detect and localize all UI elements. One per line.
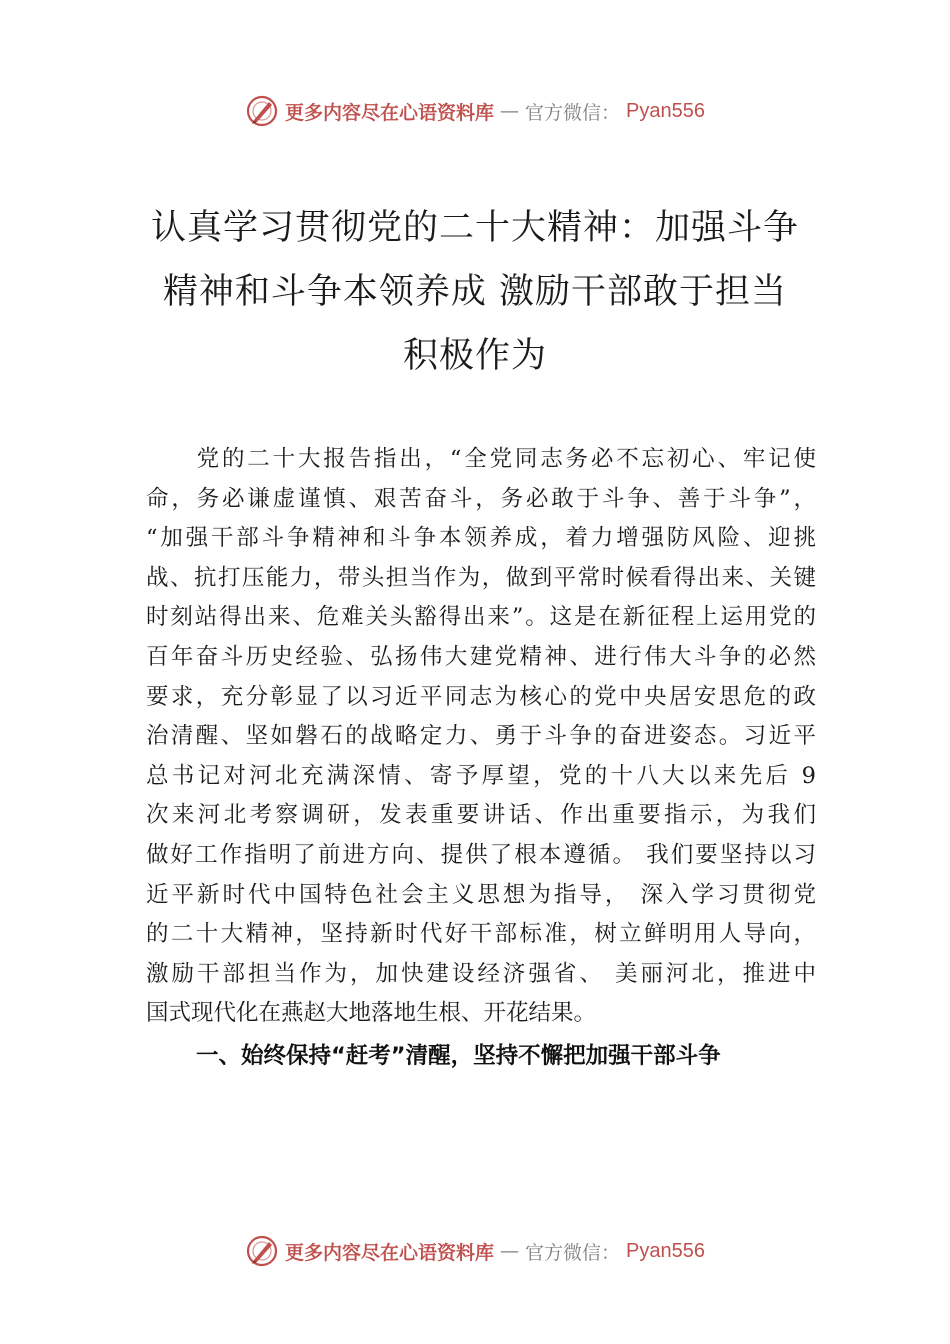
pen-seal-logo-icon [245, 94, 279, 128]
body-paragraph [146, 440, 816, 1034]
paragraph-line: 做好工作指明了前进方向、提供了根本遵循。 我们要坚持以习 [146, 841, 816, 868]
paragraph-line: 次来河北考察调研，发表重要讲话、作出重要指示，为我们 [146, 802, 816, 829]
title-line: 认真学习贯彻党的二十大精神：加强斗争 [150, 208, 799, 248]
paragraph-line: 的二十大精神，坚持新时代好干部标准，树立鲜明用人导向， [146, 921, 816, 948]
footer-watermark [0, 1234, 950, 1268]
paragraph-line: 百年奋斗历史经验、弘扬伟大建党精神、进行伟大斗争的必然 [146, 643, 816, 670]
document-title [120, 196, 830, 388]
title-line: 积极作为 [402, 336, 547, 376]
paragraph-line: 命，务必谦虚谨慎、艰苦奋斗，务必敢于斗争、善于斗争”， [146, 485, 816, 512]
paragraph-line: 近平新时代中国特色社会主义思想为指导， 深入学习贯彻党 [146, 881, 816, 908]
watermark-label: 官方微信： [525, 1241, 621, 1264]
paragraph-line: 战、抗打压能力，带头担当作为，做到平常时候看得出来、关键 [146, 564, 816, 591]
paragraph-line: 治清醒、坚如磐石的战略定力、勇于斗争的奋进姿态。习近平 [146, 723, 816, 750]
watermark-brand: 更多内容尽在心语资料库 [285, 101, 495, 124]
section-heading: 一、始终保持“赶考”清醒，坚持不懈把加强干部斗争 [196, 1043, 721, 1069]
watermark-brand: 更多内容尽在心语资料库 [285, 1241, 495, 1264]
paragraph-line: “加强干部斗争精神和斗争本领养成，着力增强防风险、迎挑 [146, 525, 816, 552]
paragraph-line: 时刻站得出来、危难关头豁得出来”。这是在新征程上运用党的 [146, 604, 816, 631]
paragraph-line: 总书记对河北充满深情、寄予厚望，党的十八大以来先后 9 [146, 762, 816, 789]
watermark-dash: — [500, 100, 520, 122]
paragraph-line: 党的二十大报告指出，“全党同志务必不忘初心、牢记使 [146, 446, 816, 472]
paragraph-line: 国式现代化在燕赵大地落地生根、开花结果。 [146, 1000, 597, 1027]
pen-seal-logo-icon [245, 1234, 279, 1268]
watermark-label: 官方微信： [525, 101, 621, 124]
watermark-wechat-id: Pyan556 [626, 99, 705, 122]
header-watermark [0, 94, 950, 128]
paragraph-line: 激励干部担当作为，加快建设经济强省、 美丽河北，推进中 [146, 960, 816, 987]
title-line: 精神和斗争本领养成 激励干部敢于担当 [162, 272, 788, 312]
watermark-dash: — [500, 1240, 520, 1262]
paragraph-line: 要求，充分彰显了以习近平同志为核心的党中央居安思危的政 [146, 683, 816, 710]
watermark-wechat-id: Pyan556 [626, 1239, 705, 1262]
